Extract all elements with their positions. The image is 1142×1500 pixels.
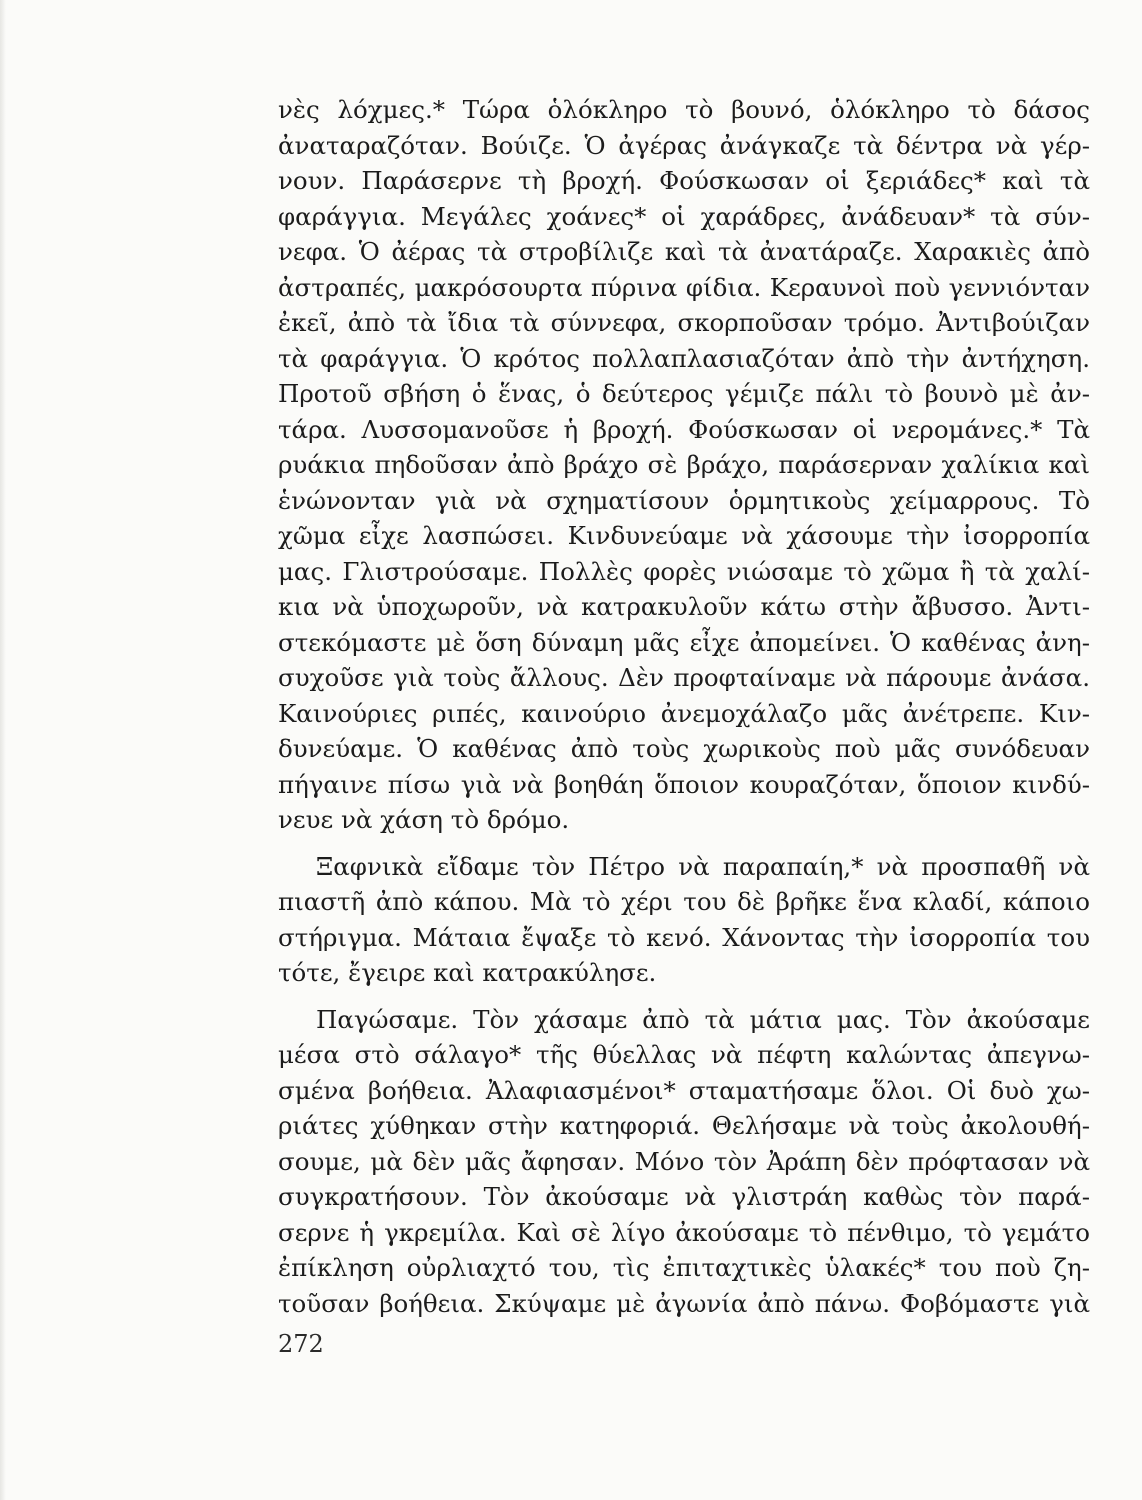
text-line: ἐκεῖ, ἀπὸ τὰ ἴδια τὰ σύννεφα, σκορποῦσαν τρόμο. Ἀντιβούιζαν [278,308,1090,337]
text-line: συχοῦσε γιὰ τοὺς ἄλλους. Δὲν προφταίναμε νὰ πάρουμε ἀνάσα. [278,663,1090,692]
text-line: Ξαφνικὰ εἴδαμε τὸν Πέτρο νὰ παραπαίη,* νὰ προσπαθῆ νὰ [316,851,1090,881]
text-line: σουμε, μὰ δὲν μᾶς ἄφησαν. Μόνο τὸν Ἀράπη δὲν πρόφτασαν νὰ [278,1146,1090,1176]
text-line: μέσα στὸ σάλαγο* τῆς θύελλας νὰ πέφτη καλώντας ἀπεγνω- [278,1040,1090,1069]
text-line: σμένα βοήθεια. Ἀλαφιασμένοι* σταματήσαμε ὅλοι. Οἱ δυὸ χω- [278,1075,1090,1105]
text-line: ἀστραπές, μακρόσουρτα πύρινα φίδια. Κεραυνοὶ ποὺ γεννιόνταν [278,272,1090,302]
text-line: τότε, ἔγειρε καὶ κατρακύλησε. [278,958,657,987]
text-line: τὰ φαράγγια. Ὁ κρότος πολλαπλασιαζόταν ἀπὸ τὴν ἀντήχηση. [278,343,1090,373]
paragraph-3 [278,1002,1090,1322]
page-number: 272 [278,1330,324,1358]
text-line: ἀναταραζόταν. Βούιζε. Ὁ ἀγέρας ἀνάγκαζε τὰ δέντρα νὰ γέρ- [278,130,1090,160]
text-line: Παγώσαμε. Τὸν χάσαμε ἀπὸ τὰ μάτια μας. Τὸν ἀκούσαμε [316,1004,1090,1034]
text-line: ριάτες χύθηκαν στὴν κατηφοριά. Θελήσαμε νὰ τοὺς ἀκολουθή- [278,1111,1090,1140]
body-text [278,92,1090,1321]
text-line: Καινούριες ριπές, καινούριο ἀνεμοχάλαζο μᾶς ἀνέτρεπε. Κιν- [278,698,1090,728]
text-line: δυνεύαμε. Ὁ καθένας ἀπὸ τοὺς χωρικοὺς ποὺ μᾶς συνόδευαν [278,734,1090,763]
paragraph-2 [278,849,1090,991]
text-line: συγκρατήσουν. Τὸν ἀκούσαμε νὰ γλιστράη καθὼς τὸν παρά- [278,1182,1090,1211]
text-line: Προτοῦ σβήση ὁ ἕνας, ὁ δεύτερος γέμιζε πάλι τὸ βουνὸ μὲ ἀν- [278,379,1090,408]
text-line: τάρα. Λυσσομανοῦσε ἡ βροχή. Φούσκωσαν οἱ νερομάνες.* Τὰ [278,414,1090,444]
text-line: πήγαινε πίσω γιὰ νὰ βοηθάη ὅποιον κουραζόταν, ὅποιον κινδύ- [278,769,1090,799]
text-line: χῶμα εἶχε λασπώσει. Κινδυνεύαμε νὰ χάσουμε τὴν ἰσορροπία [278,521,1090,550]
text-line: κια νὰ ὑποχωροῦν, νὰ κατρακυλοῦν κάτω στὴν ἄβυσσο. Ἀντι- [278,592,1090,621]
text-line: νεφα. Ὁ ἀέρας τὰ στροβίλιζε καὶ τὰ ἀνατάραζε. Χαρακιὲς ἀπὸ [278,237,1090,266]
text-line: νὲς λόχμες.* Τώρα ὁλόκληρο τὸ βουνό, ὁλόκληρο τὸ δάσος [278,95,1090,124]
text-line: ρυάκια πηδοῦσαν ἀπὸ βράχο σὲ βράχο, παράσερναν χαλίκια καὶ [278,450,1090,479]
paragraph-1 [278,92,1090,838]
text-line: στεκόμαστε μὲ ὅση δύναμη μᾶς εἶχε ἀπομείνει. Ὁ καθένας ἀνη- [278,627,1090,657]
text-line: νουν. Παράσερνε τὴ βροχή. Φούσκωσαν οἱ ξεριάδες* καὶ τὰ [278,166,1090,195]
text-line: μας. Γλιστρούσαμε. Πολλὲς φορὲς νιώσαμε τὸ χῶμα ἢ τὰ χαλί- [278,556,1090,586]
text-line: φαράγγια. Μεγάλες χοάνες* οἱ χαράδρες, ἀνάδευαν* τὰ σύν- [278,201,1090,231]
text-line: ἑνώνονταν γιὰ νὰ σχηματίσουν ὁρμητικοὺς χείμαρρους. Τὸ [278,485,1090,515]
text-line: σερνε ἡ γκρεμίλα. Καὶ σὲ λίγο ἀκούσαμε τὸ πένθιμο, τὸ γεμάτο [278,1217,1090,1247]
text-line: νευε νὰ χάση τὸ δρόμο. [278,805,570,834]
text-line: στήριγμα. Μάταια ἔψαξε τὸ κενό. Χάνοντας τὴν ἰσορροπία του [278,922,1090,952]
text-line: τοῦσαν βοήθεια. Σκύψαμε μὲ ἀγωνία ἀπὸ πάνω. Φοβόμαστε γιὰ [278,1288,1090,1318]
page-edge-shadow [0,0,6,1500]
text-line: πιαστῆ ἀπὸ κάπου. Μὰ τὸ χέρι του δὲ βρῆκε ἕνα κλαδί, κάποιο [278,887,1090,916]
text-line: ἐπίκληση οὐρλιαχτό του, τὶς ἐπιταχτικὲς ὑλακές* του ποὺ ζη- [278,1253,1090,1282]
